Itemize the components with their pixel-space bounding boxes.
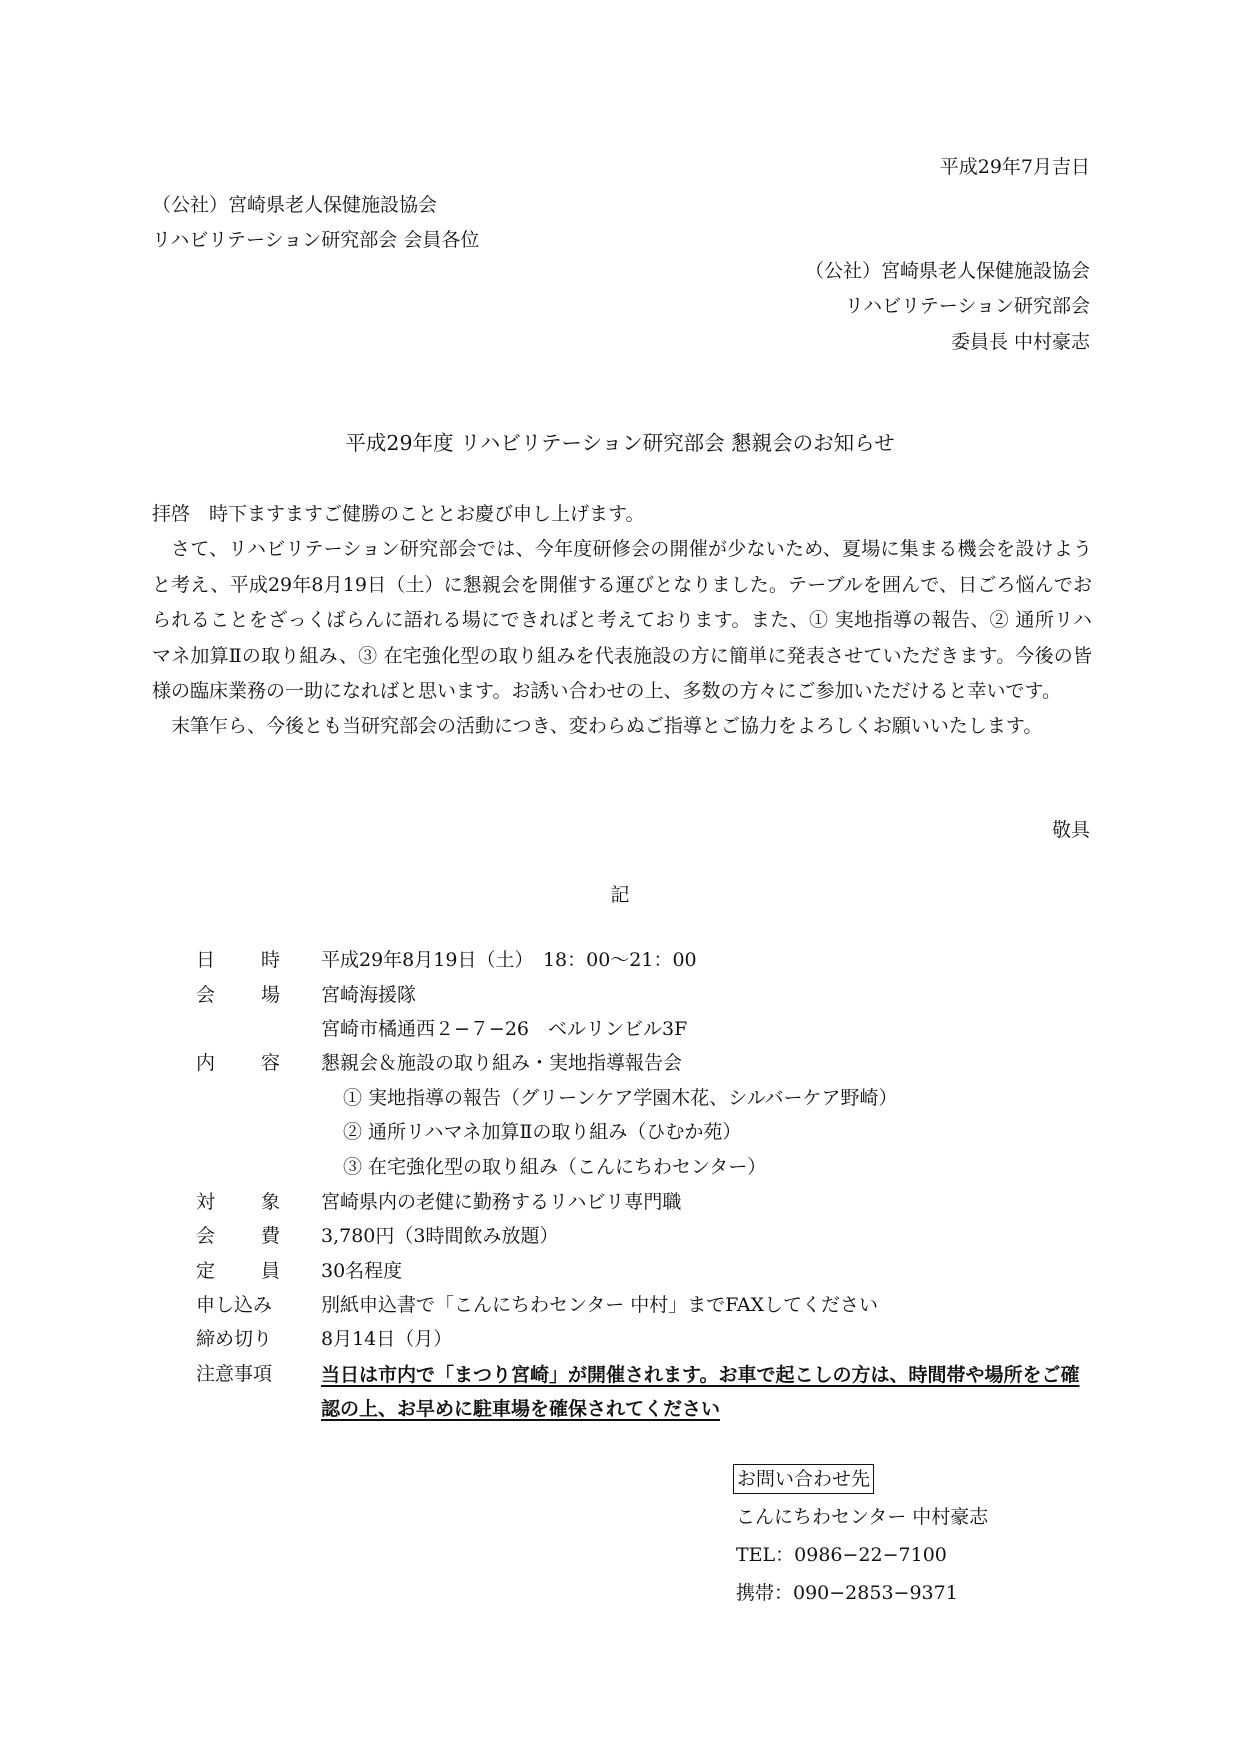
content-item-3: ③ 在宅強化型の取り組み（こんにちわセンター） — [343, 1156, 767, 1178]
sender-chair: 委員長 中村豪志 — [950, 331, 1090, 353]
contact-mobile: 携帯：090−2853−9371 — [736, 1582, 958, 1604]
contact-name: こんにちわセンター 中村豪志 — [736, 1506, 989, 1528]
contact-tel: TEL：0986−22−7100 — [736, 1544, 947, 1566]
value-fee: 3,780円（3時間飲み放題） — [321, 1225, 559, 1247]
sender-org: （公社）宮崎県老人保健施設協会 — [804, 260, 1090, 282]
issue-date: 平成29年7月吉日 — [939, 156, 1090, 178]
content-item-2: ② 通所リハマネ加算Ⅱの取り組み（ひむか苑） — [343, 1121, 742, 1143]
greeting: 拝啓 時下ますますご健勝のこととお慶び申し上げます。 — [152, 503, 645, 525]
label-notice: 注意事項 — [196, 1363, 273, 1385]
recipient-org: （公社）宮崎県老人保健施設協会 — [152, 194, 438, 216]
value-deadline: 8月14日（月） — [321, 1328, 453, 1350]
value-venue: 宮崎海援隊 — [321, 984, 417, 1006]
value-target: 宮崎県内の老健に勤務するリハビリ専門職 — [321, 1191, 682, 1213]
body-paragraph-2: 末筆乍ら、今後とも当研究部会の活動につき、変わらぬご指導とご協力をよろしくお願いいたします。 — [171, 715, 1043, 738]
ki-heading: 記 — [610, 884, 630, 906]
label-apply: 申し込み — [196, 1294, 273, 1316]
value-notice: 当日は市内で「まつり宮崎」が開催されます。お車で起こしの方は、時間帯や場所をご確認の上、お早めに駐車場を確保されてください — [321, 1364, 1080, 1420]
value-datetime: 平成29年8月19日（土） 18：00〜21：00 — [321, 949, 697, 971]
document-title: 平成29年度 リハビリテーション研究部会 懇親会のお知らせ — [345, 431, 895, 455]
value-venue-address: 宮崎市橘通西２−７−26 ベルリンビル3F — [321, 1018, 688, 1040]
recipient-members: リハビリテーション研究部会 会員各位 — [152, 229, 480, 251]
sender-division: リハビリテーション研究部会 — [844, 295, 1090, 317]
value-content: 懇親会＆施設の取り組み・実地指導報告会 — [321, 1052, 683, 1074]
content-item-1: ① 実地指導の報告（グリーンケア学園木花、シルバーケア野崎） — [343, 1087, 898, 1109]
contact-heading: お問い合わせ先 — [733, 1464, 874, 1494]
body-paragraph-1: さて、リハビリテーション研究部会では、今年度研修会の開催が少ないため、夏場に集まる機会を設けようと考え、平成29年8月19日（土）に懇親会を開催する運びとなりました。テーブルを囲んで、日ごろ悩んでおられることをざっくばらんに語れる場にできればと考えております。また、① 実地指導の報告、② 通所リハマネ加算Ⅱの取り組み、③ 在宅強化型の取り組みを代表施設の方に簡単に発表させていただきます。今後の皆様の臨床業務の一助になればと思います。お誘い合わせの上、多数の方々にご参加いただけると幸いです。 — [152, 538, 1092, 703]
label-deadline: 締め切り — [196, 1328, 273, 1350]
closing: 敬具 — [1051, 819, 1090, 841]
value-apply: 別紙申込書で「こんにちわセンター 中村」までFAXしてください — [321, 1294, 879, 1316]
value-capacity: 30名程度 — [321, 1260, 403, 1282]
letter-body — [152, 497, 1092, 745]
